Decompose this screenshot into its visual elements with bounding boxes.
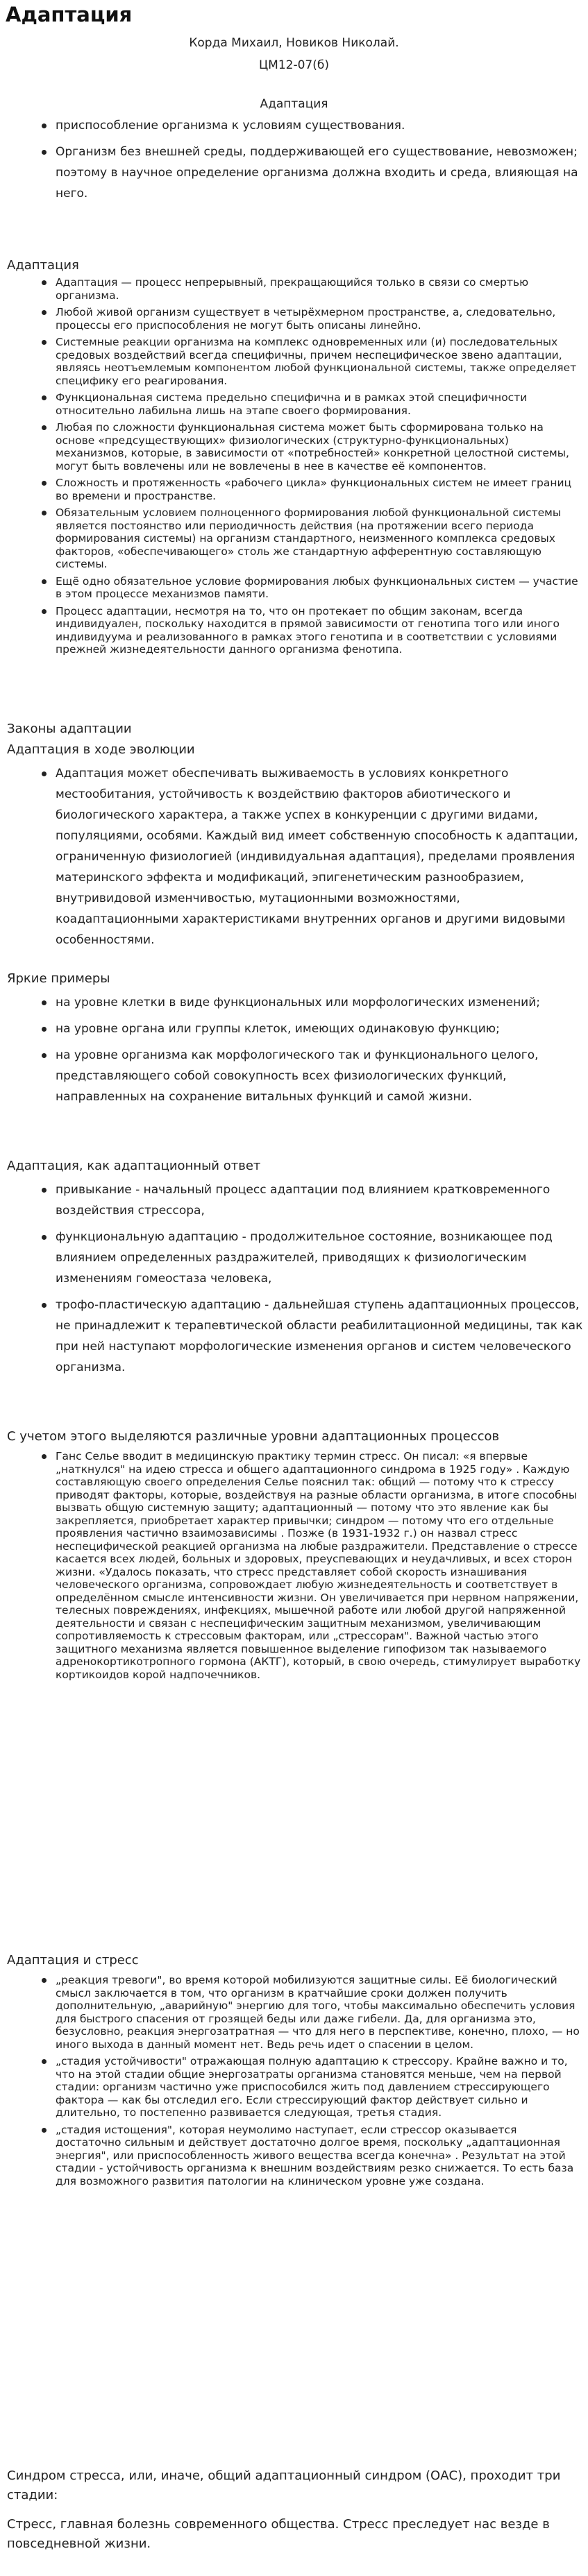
list-item: приспособление организма к условиям существования. <box>0 115 583 136</box>
list-item: „стадия устойчивости" отражающая полную адаптацию к стрессору. Крайне важно и то, что на этой стадии общие энергозатраты организма становятся меньше, чем на первой стадии: организм частично уже приспособился жить под давлением стрессирующего фактора — как бы отследил его. Если стрессирующий фактор действует сильно и длительно, то постепенно развивается следующая, третья стадия. <box>0 2055 583 2119</box>
list-item: „стадия истощения", которая неумолимо наступает, если стрессор оказывается достаточно сильным и действует достаточно долгое время, поскольку „адаптационная энергия", или приспособленность живого вещества всегда конечна» . Результат на этой стадии - устойчивость организма к внешним воздействиям резко снижается. То есть база для возможного развития патологии на клиническом уровне уже создана. <box>0 2124 583 2188</box>
list-item: Обязательным условием полноценного формирования любой функциональной системы является постоянство или периодичность действия (на протяжении всего периода формирования системы) на организм стандартного, неизменного комплекса средовых факторов, «обеспечивающего» столь же стандартную афферентную составляющую системы. <box>0 506 583 571</box>
closing-paragraph: Стресс, главная болезнь современного общества. Стресс преследует нас везде в повседневной жизни. <box>7 2517 550 2551</box>
examples-list-block <box>0 992 583 1113</box>
response-heading: Адаптация, как адаптационный ответ <box>7 1159 261 1173</box>
laws-heading: Законы адаптации <box>7 722 132 736</box>
list-item: Адаптация — процесс непрерывный, прекращающийся только в связи со смертью организма. <box>0 276 583 302</box>
authors: Корда Михаил, Новиков Николай. <box>189 36 399 50</box>
list-item: Любая по сложности функциональная система может быть сформирована только на основе «предсуществующих» физиологических (структурно-функциональных) механизмов, которые, в зависимости от «потребностей» конкретной целостной системы, могут быть вовлечены или не вовлечены в нее в качестве её компонентов. <box>0 421 583 472</box>
adaptation-heading: Адаптация <box>7 258 79 273</box>
examples-heading: Яркие примеры <box>7 971 110 986</box>
closing-paragraph: Синдром стресса, или, иначе, общий адаптационный синдром (ОАС), проходит три стадии: <box>7 2468 561 2502</box>
list-item: трофо-пластическую адаптацию - дальнейшая ступень адаптационных процессов, не принадлежит к терапевтической области реабилитационной медицины, так как при ней наступают морфологические изменения органов и систем человеческого организма. <box>0 1295 583 1378</box>
list-item: привыкание - начальный процесс адаптации под влиянием кратковременного воздействия стрессора, <box>0 1179 583 1221</box>
list-item: Ганс Селье вводит в медицинскую практику термин стресс. Он писал: «я впервые „наткнулся" на идею стресса и общего адаптационного синдрома в 1925 году» . Каждую составляющую своего определения Селье пояснил так: общий — потому что к стрессу приводят факторы, которые, воздействуя на разные области организма, в итоге способны вызвать общую системную защиту; адаптационный — потому что это явление как бы закрепляется, приобретает характер привычки; синдром — потому что его отдельные проявления частично взаимозависимы . Позже (в 1931-1932 г.) он назвал стресс неспецифической реакцией организма на любые раздражители. Представление о стрессе касается всех людей, больных и здоровых, преуспевающих и неудачливых, и всех сторон жизни. «Удалось показать, что стресс представляет собой скорость изнашивания человеческого организма, сопровождает любую жизнедеятельность и соответствует в определённом смысле интенсивности жизни. Он увеличивается при нервном напряжении, телесных повреждениях, инфекциях, мышечной работе или любой другой напряженной деятельности и связан с неспецифическим защитным механизмом, увеличивающим сопротивляемость к стрессовым факторам, или „стрессорам". Важной частью этого защитного механизма является повышенное выделение гипофизом так называемого адренокортикотропного гормона (АКТГ), который, в свою очередь, стимулирует выработку кортикоидов корой надпочечников. <box>0 1450 583 1681</box>
adaptation-list-block <box>0 276 583 660</box>
page-title: Адаптация <box>6 3 133 26</box>
evolution-heading: Адаптация в ходе эволюции <box>7 742 195 757</box>
evolution-list-block <box>0 763 583 956</box>
intro-heading: Адаптация <box>260 97 328 111</box>
list-item: на уровне организма как морфологического так и функционального целого, представляющего собой совокупность всех физиологических функций, направленных на сохранение витальных функций и самой жизни. <box>0 1045 583 1107</box>
list-item: Функциональная система предельно специфична и в рамках этой специфичности относительно лабильна лишь на этапе своего формирования. <box>0 391 583 417</box>
levels-list-block <box>0 1450 583 1685</box>
stress-list-block <box>0 1974 583 2192</box>
list-item: Процесс адаптации, несмотря на то, что он протекает по общим законам, всегда индивидуален, поскольку находится в прямой зависимости от генотипа того или иного индивидуума и реализованного в рамках этого генотипа и в соответствии с условиями прежней жизнедеятельности данного организма фенотипа. <box>0 605 583 656</box>
list-item: Любой живой организм существует в четырёхмерном пространстве, а, следовательно, процессы его приспособления не могут быть описаны линейно. <box>0 306 583 332</box>
list-item: функциональную адаптацию - продолжительное состояние, возникающее под влиянием определенных раздражителей, приводящих к физиологическим изменениям гомеостаза человека, <box>0 1227 583 1289</box>
levels-heading: С учетом этого выделяются различные уровни адаптационных процессов <box>7 1429 500 1444</box>
evolution-list <box>0 763 583 950</box>
list-item: на уровне клетки в виде функциональных или морфологических изменений; <box>0 992 583 1013</box>
list-item: Системные реакции организма на комплекс одновременных или (и) последовательных средовых воздействий всегда специфичны, причем неспецифическое звено адаптации, являясь неотъемлемым компонентом любой функциональной системы, также определяет специфику его реагирования. <box>0 336 583 387</box>
intro-list <box>0 115 583 204</box>
examples-list <box>0 992 583 1107</box>
list-item: Организм без внешней среды, поддерживающей его существование, невозможен; поэтому в научное определение организма должна входить и среда, влияющая на него. <box>0 142 583 204</box>
list-item: Ещё одно обязательное условие формирования любых функциональных систем — участие в этом процессе механизмов памяти. <box>0 575 583 601</box>
stress-list <box>0 1974 583 2187</box>
adaptation-list <box>0 276 583 656</box>
levels-list <box>0 1450 583 1681</box>
response-list <box>0 1179 583 1378</box>
intro-list-block <box>0 115 583 210</box>
list-item: Адаптация может обеспечивать выживаемость в условиях конкретного местообитания, устойчивость к воздействию факторов абиотического и биологического характера, а также успех в конкуренции с другими видами, популяциями, особями. Каждый вид имеет собственную способность к адаптации, ограниченную физиологией (индивидуальная адаптация), пределами проявления материнского эффекта и модификаций, эпигенетическим разнообразием, внутривидовой изменчивостью, мутационными возможностями, коадаптационными характеристиками внутренних органов и другими видовыми особенностями. <box>0 763 583 950</box>
stress-heading: Адаптация и стресс <box>7 1953 139 1968</box>
list-item: Сложность и протяженность «рабочего цикла» функциональных систем не имеет границ во времени и пространстве. <box>0 477 583 502</box>
response-list-block <box>0 1179 583 1383</box>
list-item: на уровне органа или группы клеток, имеющих одинаковую функцию; <box>0 1018 583 1039</box>
list-item: „реакция тревоги", во время которой мобилизуются защитные силы. Её биологический смысл заключается в том, что организм в кратчайшие сроки должен получить дополнительную, „аварийную" энергию для того, чтобы максимально обеспечить условия для быстрого спасения от грозящей беды или даже гибели. Да, для организма это, безусловно, реакция энергозатратная — что для него в перспективе, конечно, плохо, — но иного выхода в данный момент нет. Ведь речь идет о спасении в целом. <box>0 1974 583 2051</box>
group-code: ЦМ12-07(б) <box>258 58 329 72</box>
